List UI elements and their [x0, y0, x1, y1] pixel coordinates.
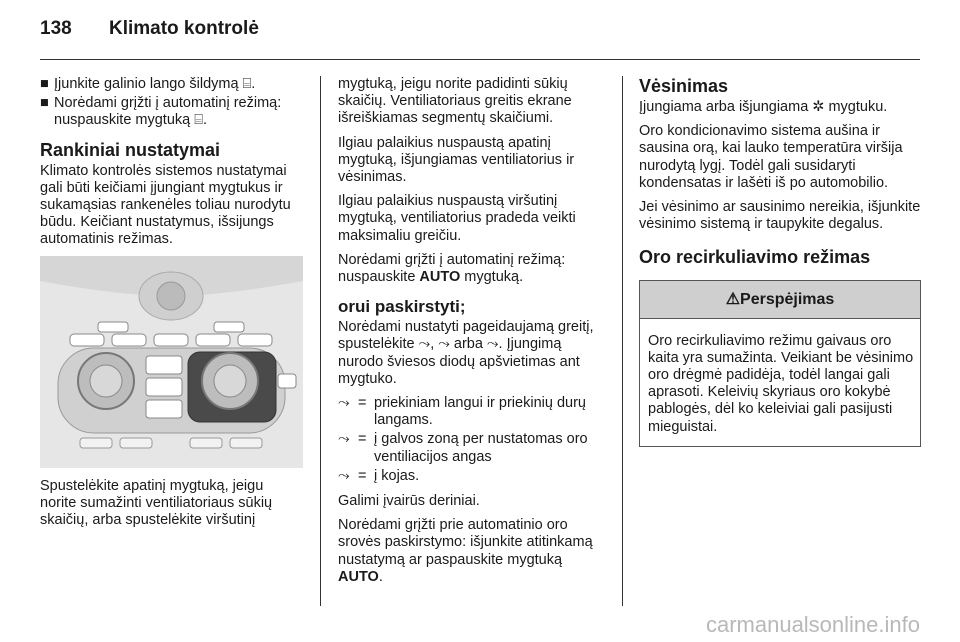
column-1 [40, 76, 303, 536]
column-3 [639, 76, 921, 447]
paragraph: Galimi įvairūs deriniai. [338, 493, 480, 510]
climate-control-panel-photo [40, 256, 303, 468]
section-heading: Vėsinimas [639, 76, 729, 96]
equals-sign: = [358, 431, 367, 448]
bullet-icon: ■ [40, 95, 49, 112]
paragraph: Ilgiau palaikius nuspaustą apatinį mygtuką, išjungiamas ventiliatorius ir vėsinimas. [338, 134, 575, 186]
paragraph [338, 517, 606, 586]
column-divider [622, 76, 623, 606]
auto-label: AUTO [338, 568, 379, 585]
paragraph: Ilgiau palaikius nuspaustą viršutinį mygtuką, ventiliatorius pradeda veikti maksimaliu greičiu. [338, 193, 576, 244]
page-header [40, 18, 259, 40]
paragraph: Jei vėsinimo ar sausinimo nereikia, išjunkite vėsinimo sistemą ir taupykite degalus. [639, 199, 921, 233]
warning-header [640, 281, 920, 318]
bullet-text: Įjunkite galinio lango šildymą ⌸. [54, 76, 256, 92]
warning-icon: ⚠ [725, 291, 741, 309]
footwell-airflow-icon: ⤳ [338, 467, 350, 484]
auto-label: AUTO [419, 269, 461, 286]
header-rule [40, 59, 920, 60]
equals-sign: = [358, 395, 367, 412]
definition-text: priekiniam langui ir priekinių durų langams. [374, 395, 586, 429]
list-item [40, 76, 303, 93]
paragraph: Įjungiama arba išjungiama ✲ mygtuku. [639, 99, 888, 115]
warning-text: Oro recirkuliavimo režimu gaivaus oro kaita yra sumažinta. Veikiant be vėsinimo oro drėgmė padidėja, todėl langai gali aprasoti. Keleivių skyriaus oro kokybė pablogės, dėl ko keleiviai gali pasijusti mieguistai. [648, 332, 914, 435]
text: Norėdami grįžti į automatinį režimą: nuspauskite [338, 251, 566, 286]
equals-sign: = [358, 467, 367, 484]
page-number: 138 [40, 18, 72, 39]
section-heading: Oro recirkuliavimo režimas [639, 247, 871, 268]
text: mygtuką. [460, 269, 524, 286]
warning-title: Perspėjimas [740, 291, 835, 309]
bullet-text: Norėdami grįžti į automatinį režimą: nuspauskite mygtuką ⌸. [54, 95, 282, 129]
definition-list [338, 395, 606, 485]
column-2 [338, 76, 606, 593]
definition-text: į kojas. [374, 467, 420, 484]
list-item [40, 95, 303, 129]
text: Norėdami grįžti prie automatinio oro srovės paskirstymo: išjunkite atitinkamą nustatymą ar paspauskite mygtuką [338, 517, 593, 568]
paragraph [338, 252, 606, 286]
head-airflow-icon: ⤳ [338, 431, 350, 448]
definition-text: į galvos zoną per nustatomas oro ventiliacijos angas [374, 431, 588, 465]
watermark: carmanualsonline.info [705, 612, 920, 637]
paragraph: Oro kondicionavimo sistema aušina ir sausina orą, kai lauko temperatūra viršija nurodytą lygį. Todėl gali susidaryti kondensatas ir lašėti iš po automobilio. [639, 123, 903, 191]
section-heading: orui paskirstyti; [338, 297, 466, 317]
page-title: Klimato kontrolė [108, 18, 259, 39]
paragraph: mygtuką, jeigu norite padidinti sūkių skaičių. Ventiliatoriaus greitis ekrane išreiškiamas segmentų skaičiumi. [338, 76, 572, 127]
paragraph: Norėdami nustatyti pageidaujamą greitį, spustelėkite ⤳, ⤳ arba ⤳. Įjungimą nurodo šviesos diodų apšvietimas ant mygtuko. [338, 319, 594, 387]
photo-caption: Spustelėkite apatinį mygtuką, jeigu norite sumažinti ventiliatoriaus sūkių skaičių, arba spustelėkite viršutinį [40, 477, 273, 529]
bullet-icon: ■ [40, 76, 49, 92]
windscreen-airflow-icon: ⤳ [338, 395, 350, 412]
column-divider [320, 76, 321, 606]
section-heading: Rankiniai nustatymai [40, 139, 221, 160]
text: . [378, 568, 383, 585]
definition-row [338, 468, 606, 485]
definition-row [338, 431, 606, 465]
warning-box [639, 280, 921, 446]
definition-row [338, 395, 606, 429]
paragraph: Klimato kontrolės sistemos nustatymai gali būti keičiami įjungiant mygtukus ir sukamąsias rankenėles toliau nurodytu būdu. Keičiant nustatymus, išsijungs automatinis režimas. [40, 162, 291, 248]
